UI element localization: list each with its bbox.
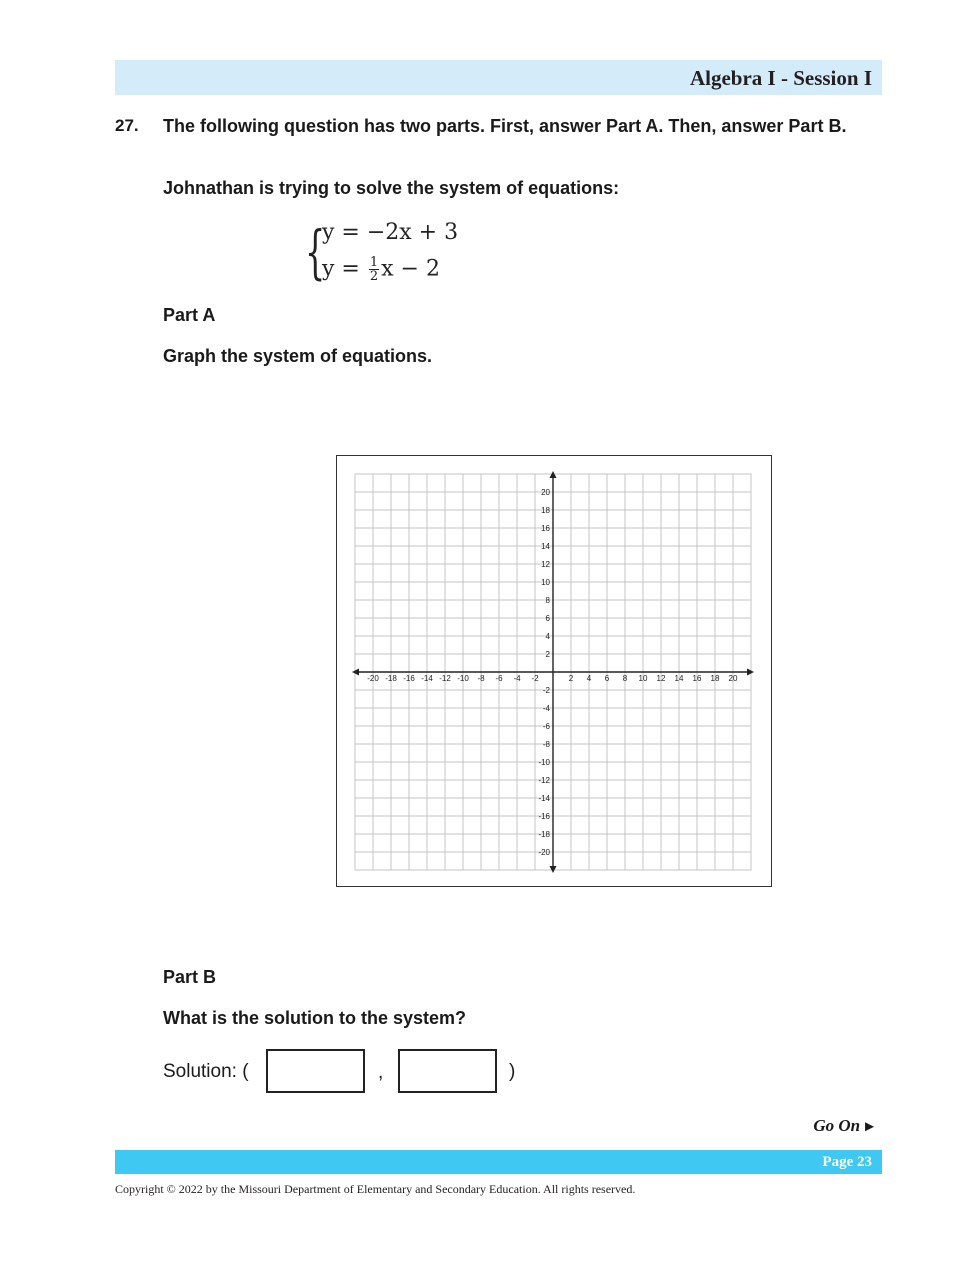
- x-tick-label: -2: [531, 674, 539, 683]
- solution-close-paren: ): [509, 1061, 516, 1082]
- go-on-text: Go On: [813, 1116, 861, 1135]
- system-of-equations: [305, 218, 465, 290]
- y-tick-label: 2: [545, 650, 550, 659]
- y-tick-label: 10: [541, 578, 550, 587]
- x-tick-label: -4: [513, 674, 521, 683]
- fraction-one-half: [369, 256, 379, 283]
- solution-x-input[interactable]: [266, 1049, 365, 1093]
- x-tick-label: 8: [622, 674, 628, 683]
- y-tick-label: -2: [542, 686, 550, 695]
- part-a-instruction: Graph the system of equations.: [163, 346, 433, 366]
- header-band: [115, 60, 882, 95]
- x-tick-label: -6: [495, 674, 503, 683]
- go-on-indicator: [813, 1116, 877, 1136]
- x-tick-label: 18: [710, 674, 720, 683]
- x-tick-label: -18: [385, 674, 397, 683]
- y-tick-label: 6: [545, 614, 550, 623]
- y-tick-label: 4: [545, 632, 550, 641]
- solution-label: Solution: (: [163, 1061, 249, 1082]
- x-tick-label: -20: [367, 674, 379, 683]
- y-tick-label: 16: [541, 524, 550, 533]
- x-tick-label: -8: [477, 674, 485, 683]
- y-tick-label: -12: [538, 776, 550, 785]
- session-title: Algebra I - Session I: [689, 66, 872, 90]
- x-tick-label: 16: [692, 674, 702, 683]
- y-tick-label: 14: [541, 542, 550, 551]
- question-intro: Johnathan is trying to solve the system of equations:: [163, 178, 620, 198]
- y-tick-label: -6: [542, 722, 550, 731]
- x-tick-label: -16: [403, 674, 415, 683]
- equation-2-rhs: x − 2: [381, 256, 440, 282]
- part-b-label: Part B: [163, 967, 217, 987]
- y-tick-label: -4: [542, 704, 550, 713]
- y-tick-label: -14: [538, 794, 550, 803]
- y-tick-label: -20: [538, 848, 550, 857]
- coordinate-grid[interactable]: [337, 456, 771, 886]
- y-tick-label: 12: [541, 560, 550, 569]
- equation-2-lhs: y =: [322, 256, 367, 282]
- y-tick-label: -8: [542, 740, 550, 749]
- solution-comma: ,: [378, 1062, 384, 1083]
- y-tick-label: -10: [538, 758, 550, 767]
- part-a-label: Part A: [163, 305, 216, 325]
- equation-2: [322, 256, 440, 283]
- fraction-numerator: 1: [369, 255, 379, 270]
- brace-symbol: {: [305, 218, 326, 286]
- y-tick-label: 20: [541, 488, 550, 497]
- x-tick-label: 2: [568, 674, 574, 683]
- question-instructions: The following question has two parts. First, answer Part A. Then, answer Part B.: [163, 116, 847, 136]
- y-tick-label: 18: [541, 506, 550, 515]
- footer-band: [115, 1150, 882, 1174]
- x-tick-label: 10: [638, 674, 648, 683]
- y-tick-label: -16: [538, 812, 550, 821]
- go-on-arrow-icon: ►: [862, 1119, 877, 1135]
- y-tick-label: 8: [545, 596, 550, 605]
- x-tick-label: -12: [439, 674, 451, 683]
- fraction-denominator: 2: [369, 269, 379, 284]
- x-tick-label: 12: [656, 674, 666, 683]
- x-tick-label: 6: [604, 674, 610, 683]
- coordinate-grid-frame[interactable]: [336, 455, 772, 887]
- question-number: 27.: [115, 116, 139, 135]
- x-tick-label: -10: [457, 674, 469, 683]
- x-tick-label: 4: [586, 674, 592, 683]
- x-tick-label: -14: [421, 674, 433, 683]
- part-b-question: What is the solution to the system?: [163, 1008, 467, 1028]
- x-tick-label: 20: [728, 674, 738, 683]
- equation-1: y = −2x + 3: [322, 220, 459, 245]
- solution-y-input[interactable]: [398, 1049, 497, 1093]
- page-number: Page 23: [822, 1154, 872, 1170]
- copyright-notice: Copyright © 2022 by the Missouri Department of Elementary and Secondary Education. All rights reserved.: [115, 1182, 636, 1196]
- y-tick-label: -18: [538, 830, 550, 839]
- x-tick-label: 14: [674, 674, 684, 683]
